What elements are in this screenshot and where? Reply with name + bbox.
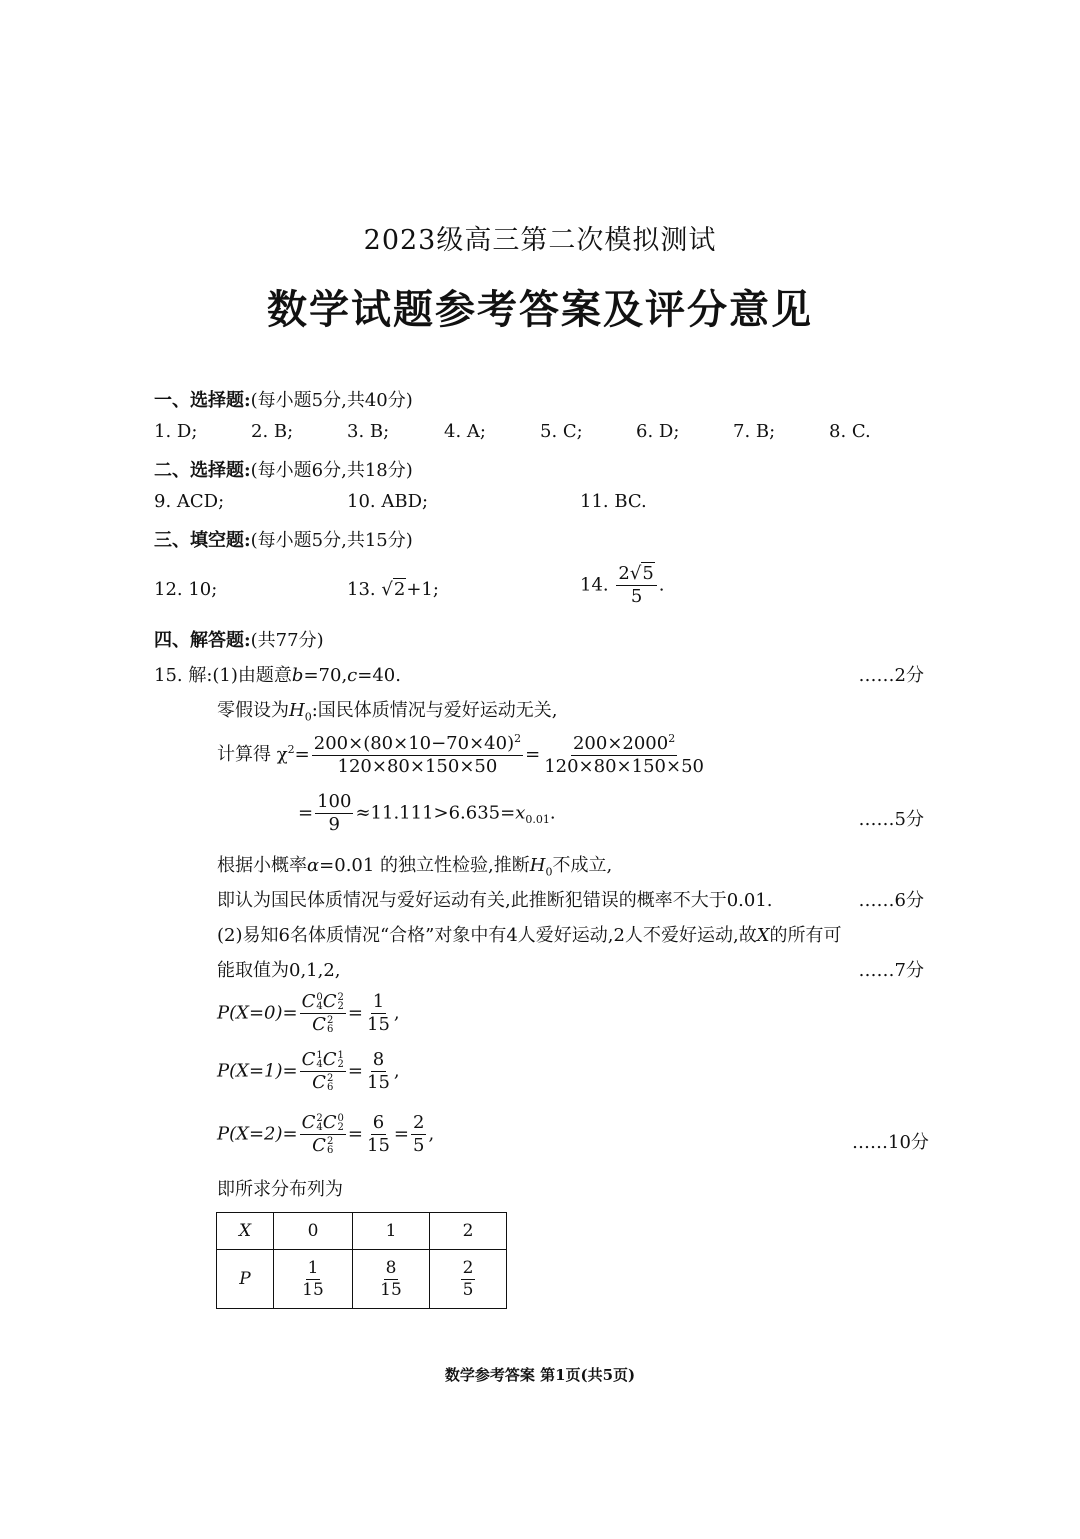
answer-6: 6. D; xyxy=(636,421,680,442)
probability-x0: P(X=0)= C 0 4 C 2 2 C 2 6 = $\frac{1}{15}$ , xyxy=(217,991,400,1035)
fraction: $\frac{1}{15}$ xyxy=(367,991,390,1035)
answer-8: 8. C. xyxy=(829,421,871,442)
chi-square-calculation: 计算得 $\chi^2=$ $\frac{200\times(80\times 10-70\times 40)^2}{120\times 80\times 150\times 50}$ = $\frac{200\times 2000^2}{120\times 80\times 150\times 50}$ xyxy=(217,732,704,777)
fraction: C 1 4 C 1 2 C 2 6 xyxy=(301,1049,344,1093)
score-marker: ……7分 xyxy=(858,960,924,981)
conclusion-line: 即认为国民体质情况与爱好运动有关,此推断犯错误的概率不大于0.01. xyxy=(217,890,773,911)
null-hypothesis: 零假设为$H_0$:国民体质情况与爱好运动无关, xyxy=(217,700,558,724)
section-heading-fill-in xyxy=(154,526,413,552)
section-heading-text: 四、解答题: xyxy=(154,630,251,651)
table-cell: 2 xyxy=(430,1213,507,1250)
section-heading-text: 二、选择题: xyxy=(154,460,251,481)
q15-part2-line: (2)易知6名体质情况“合格”对象中有4人爱好运动,2人不爱好运动,故X的所有可 xyxy=(217,925,842,946)
document-title: 数学试题参考答案及评分意见 xyxy=(267,286,813,333)
fraction: C 0 4 C 2 2 C 2 6 xyxy=(301,991,344,1035)
answer-7: 7. B; xyxy=(733,421,776,442)
fraction: $\frac{200\times 2000^2}{120\times 80\times 150\times 50}$ xyxy=(544,732,704,777)
fraction: $\frac{6}{15}$ xyxy=(367,1112,390,1156)
section-note: (共77分) xyxy=(250,630,324,651)
section-heading-multi-choice xyxy=(154,456,413,482)
fraction: $\frac{2}{5}$ xyxy=(413,1112,425,1156)
section-note: (每小题6分,共18分) xyxy=(250,460,413,481)
score-marker: ……10分 xyxy=(852,1132,929,1153)
section-heading-solutions xyxy=(154,626,324,652)
fraction: $\frac{100}{9}$ xyxy=(317,791,352,835)
sqrt-expression: √2 xyxy=(381,579,406,600)
answer-14: 14. $\frac{2√5}{5}$ . xyxy=(580,563,665,607)
answer-13: 13. √2+1; xyxy=(347,579,439,600)
probability-x1: P(X=1)= C 1 4 C 1 2 C 2 6 = $\frac{8}{15}$ , xyxy=(217,1049,400,1093)
section-note: (每小题5分,共15分) xyxy=(250,530,413,551)
score-marker: ……6分 xyxy=(858,890,924,911)
probability-x2: P(X=2)= C 2 4 C 0 2 C 2 6 = $\frac{6}{15}$ = $\frac{2}{5}$ , xyxy=(217,1112,435,1156)
fraction: $\frac{2√5}{5}$ xyxy=(616,564,656,607)
exam-title: 2023级高三第二次模拟测试 xyxy=(363,225,717,256)
table-cell: 1 xyxy=(353,1213,430,1250)
answer-9: 9. ACD; xyxy=(154,491,225,512)
independence-test: 根据小概率α=0.01 的独立性检验,推断$H_0$不成立, xyxy=(217,855,613,879)
table-cell: $\frac{1}{15}$ xyxy=(274,1250,353,1309)
distribution-table xyxy=(216,1212,507,1309)
chi-square-result: = $\frac{100}{9}$ $\approx 11.111>6.635=x_{0.01}$. xyxy=(298,791,556,835)
answer-4: 4. A; xyxy=(444,421,486,442)
section-heading-choice xyxy=(154,386,413,412)
answer-10: 10. ABD; xyxy=(347,491,429,512)
answer-1: 1. D; xyxy=(154,421,198,442)
table-cell: 0 xyxy=(274,1213,353,1250)
distribution-label: 即所求分布列为 xyxy=(217,1179,343,1200)
table-row xyxy=(217,1213,507,1250)
section-heading-text: 三、填空题: xyxy=(154,530,251,551)
answer-12: 12. 10; xyxy=(154,579,218,600)
fraction: C 2 4 C 0 2 C 2 6 xyxy=(301,1112,344,1156)
fraction: $\frac{8}{15}$ xyxy=(367,1049,390,1093)
answer-2: 2. B; xyxy=(251,421,294,442)
q15-part1-line: 15. 解:(1)由题意b=70,c=40. xyxy=(154,665,401,686)
table-row xyxy=(217,1250,507,1309)
page-footer: 数学参考答案 第1页(共5页) xyxy=(444,1366,636,1384)
table-header-cell: P xyxy=(217,1250,274,1309)
table-header-cell: X xyxy=(217,1213,274,1250)
score-marker: ……2分 xyxy=(858,665,924,686)
section-heading-text: 一、选择题: xyxy=(154,390,251,411)
section-note: (每小题5分,共40分) xyxy=(250,390,413,411)
table-cell: $\frac{2}{5}$ xyxy=(430,1250,507,1309)
answer-11: 11. BC. xyxy=(580,491,647,512)
answer-5: 5. C; xyxy=(540,421,583,442)
fraction: $\frac{200\times(80\times 10-70\times 40)^2}{120\times 80\times 150\times 50}$ xyxy=(313,732,522,777)
q15-part2-values: 能取值为0,1,2, xyxy=(217,960,341,981)
score-marker: ……5分 xyxy=(858,809,924,830)
answer-3: 3. B; xyxy=(347,421,390,442)
table-cell: $\frac{8}{15}$ xyxy=(353,1250,430,1309)
